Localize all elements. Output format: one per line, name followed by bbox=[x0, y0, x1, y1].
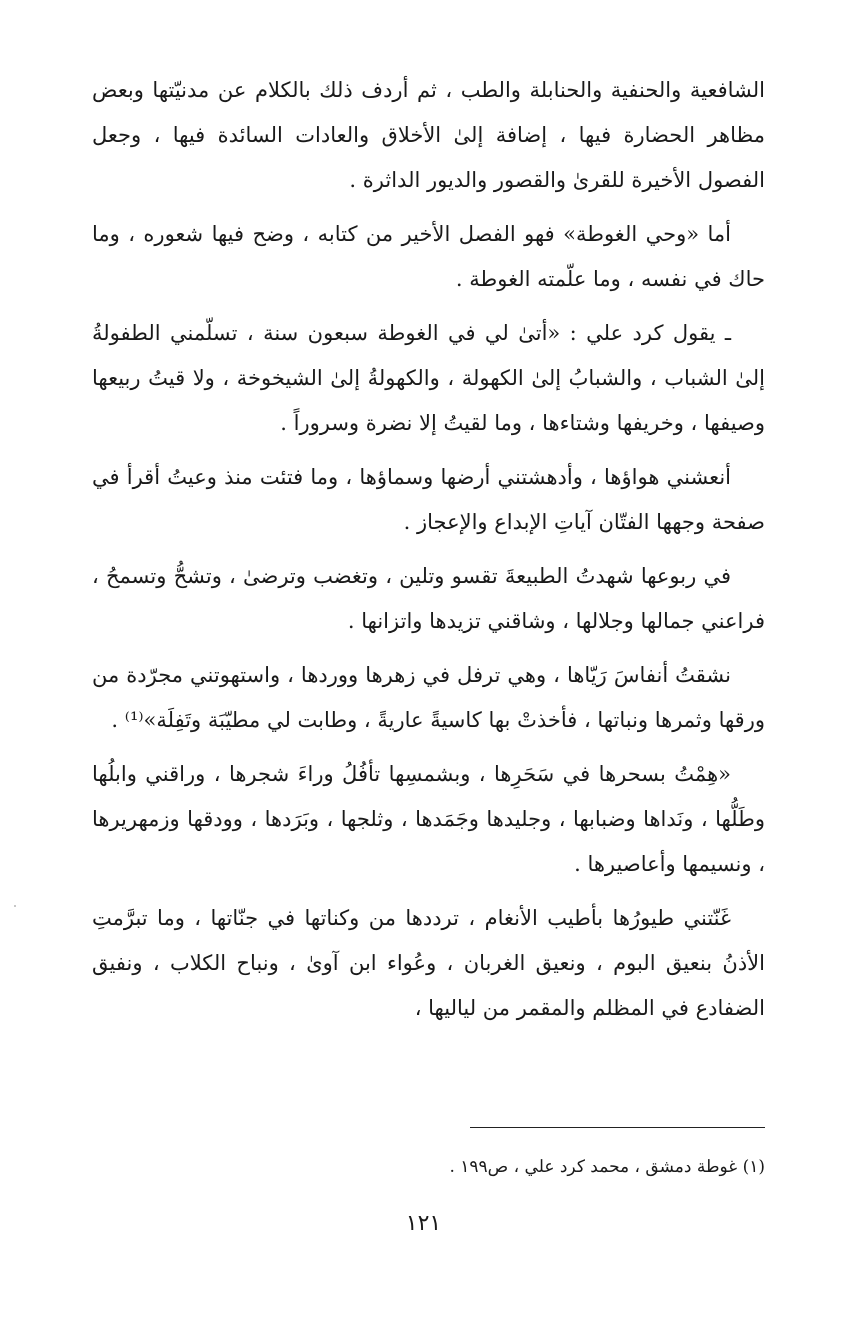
paragraph: الشافعية والحنفية والحنابلة والطب ، ثم أردف ذلك بالكلام عن مدنيّتها وبعض مظاهر الحضارة فيها ، إضافة إلىٰ الأخلاق والعادات السائدة فيها ، وجعل الفصول الأخيرة للقرىٰ والقصور والديور الداثرة . bbox=[92, 78, 765, 192]
paragraph: غَنّتني طيورُها بأطيب الأنغام ، ترددها من وكناتها في جنّاتها ، وما تبرَّمتِ الأذنُ بنعيق البوم ، ونعيق الغربان ، وعُواء ابن آوىٰ ، ونباح الكلاب ، ونفيق الضفادع في المظلم والمقمر من لياليها ، bbox=[92, 906, 765, 1020]
body-text bbox=[92, 68, 765, 1040]
footnote-separator bbox=[470, 1127, 765, 1128]
paragraph: في ربوعها شهدتُ الطبيعةَ تقسو وتلين ، وتغضب وترضىٰ ، وتشحُّ وتسمحُ ، فراعني جمالها وجلالها ، وشاقني تزيدها واتزانها . bbox=[92, 564, 765, 633]
paragraph: «هِمْتُ بسحرها في سَحَرِها ، وبشمسِها تأفُلُ وراءَ شجرها ، وراقني وابلُها وطَلُّها ، ونَداها وضبابها ، وجليدها وجَمَدها ، وثلجها ، وبَرَدها ، وودقها وزمهريرها ، ونسيمها وأعاصيرها . bbox=[92, 762, 765, 876]
paragraph: أما «وحي الغوطة» فهو الفصل الأخير من كتابه ، وضح فيها شعوره ، وما حاك في نفسه ، وما علّمته الغوطة . bbox=[92, 222, 765, 291]
scan-speck bbox=[14, 905, 16, 907]
paragraph: ـ يقول كرد علي : «أتىٰ لي في الغوطة سبعون سنة ، تسلّمني الطفولةُ إلىٰ الشباب ، والشبابُ إلىٰ الكهولة ، والكهولةُ إلىٰ الشيخوخة ، ولا قيتُ ربيعها وصيفها ، وخريفها وشتاءها ، وما لقيتُ إلا نضرة وسروراً . bbox=[92, 321, 765, 435]
paragraph: نشقتُ أنفاسَ رَيّاها ، وهي ترفل في زهرها ووردها ، واستهوتني مجرّدة من ورقها وثمرها ونباتها ، فأخذتْ بها كاسيةً عاريةً ، وطابت لي مطيّبَة وتَفِلَة»⁽¹⁾ . bbox=[92, 663, 765, 732]
paragraph: أنعشني هواؤها ، وأدهشتني أرضها وسماؤها ، وما فتئت منذ وعيتُ أقرأ في صفحة وجهها الفتّان آياتِ الإبداع والإعجاز . bbox=[92, 465, 765, 534]
page-number: ١٢١ bbox=[405, 1211, 442, 1236]
footnote: (١) غوطة دمشق ، محمد كرد علي ، ص١٩٩ . bbox=[449, 1157, 765, 1177]
